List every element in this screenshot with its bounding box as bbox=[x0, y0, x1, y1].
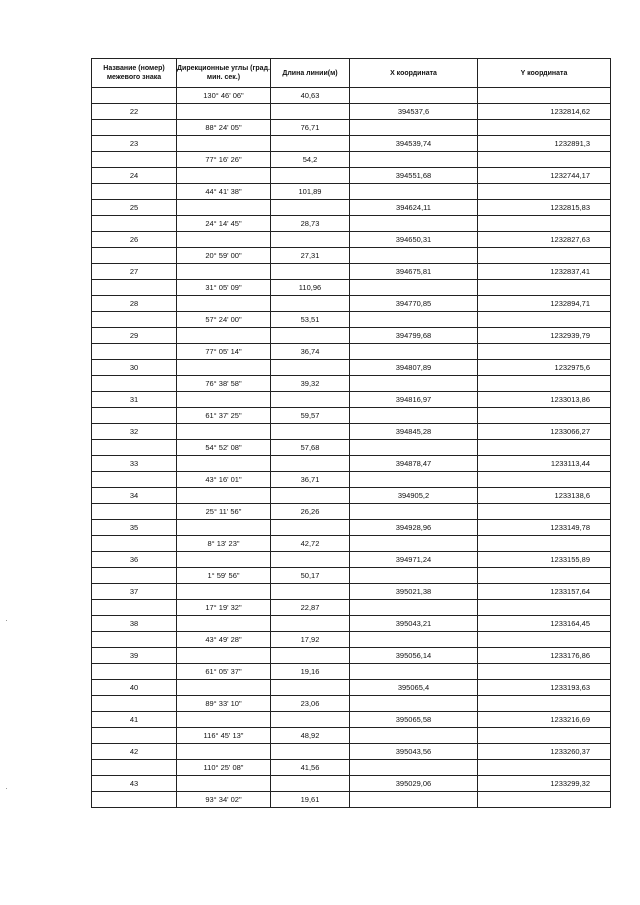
y-coordinate-cell bbox=[478, 728, 611, 744]
y-coordinate-cell: 1233149,78 bbox=[478, 520, 611, 536]
point-name-cell bbox=[92, 312, 177, 328]
point-row bbox=[92, 360, 611, 376]
x-coordinate-cell bbox=[350, 88, 478, 104]
bearing-cell bbox=[177, 584, 271, 600]
point-name-cell: 23 bbox=[92, 136, 177, 152]
bearing-cell bbox=[177, 232, 271, 248]
segment-row bbox=[92, 408, 611, 424]
x-coordinate-cell: 394650,31 bbox=[350, 232, 478, 248]
length-cell bbox=[271, 584, 350, 600]
bearing-cell: 20° 59' 00" bbox=[177, 248, 271, 264]
x-coordinate-cell bbox=[350, 280, 478, 296]
y-coordinate-cell: 1232744,17 bbox=[478, 168, 611, 184]
bearing-cell bbox=[177, 744, 271, 760]
point-name-cell: 41 bbox=[92, 712, 177, 728]
point-row bbox=[92, 392, 611, 408]
coordinates-table bbox=[91, 58, 611, 808]
point-name-cell: 25 bbox=[92, 200, 177, 216]
y-coordinate-cell bbox=[478, 312, 611, 328]
point-name-cell: 40 bbox=[92, 680, 177, 696]
y-coordinate-cell bbox=[478, 504, 611, 520]
length-cell: 57,68 bbox=[271, 440, 350, 456]
length-cell bbox=[271, 456, 350, 472]
segment-row bbox=[92, 568, 611, 584]
point-name-cell: 36 bbox=[92, 552, 177, 568]
bearing-cell: 25° 11' 56" bbox=[177, 504, 271, 520]
x-coordinate-cell: 395065,4 bbox=[350, 680, 478, 696]
y-coordinate-cell bbox=[478, 600, 611, 616]
bearing-cell bbox=[177, 136, 271, 152]
x-coordinate-cell bbox=[350, 728, 478, 744]
segment-row bbox=[92, 696, 611, 712]
point-name-cell bbox=[92, 472, 177, 488]
y-coordinate-cell bbox=[478, 792, 611, 808]
segment-row bbox=[92, 728, 611, 744]
length-cell bbox=[271, 776, 350, 792]
length-cell bbox=[271, 136, 350, 152]
length-cell: 41,56 bbox=[271, 760, 350, 776]
segment-row bbox=[92, 248, 611, 264]
bearing-cell: 110° 25' 08" bbox=[177, 760, 271, 776]
segment-row bbox=[92, 88, 611, 104]
bearing-cell: 8° 13' 23" bbox=[177, 536, 271, 552]
point-name-cell: 22 bbox=[92, 104, 177, 120]
point-name-cell bbox=[92, 696, 177, 712]
y-coordinate-cell bbox=[478, 120, 611, 136]
x-coordinate-cell bbox=[350, 504, 478, 520]
length-cell: 53,51 bbox=[271, 312, 350, 328]
y-coordinate-cell bbox=[478, 568, 611, 584]
y-coordinate-cell bbox=[478, 248, 611, 264]
x-coordinate-cell: 395043,56 bbox=[350, 744, 478, 760]
x-coordinate-cell: 395065,58 bbox=[350, 712, 478, 728]
point-row bbox=[92, 712, 611, 728]
point-row bbox=[92, 744, 611, 760]
point-name-cell bbox=[92, 184, 177, 200]
length-cell: 48,92 bbox=[271, 728, 350, 744]
length-cell bbox=[271, 264, 350, 280]
length-cell: 28,73 bbox=[271, 216, 350, 232]
y-coordinate-cell: 1233164,45 bbox=[478, 616, 611, 632]
point-name-cell bbox=[92, 568, 177, 584]
y-coordinate-cell: 1232827,63 bbox=[478, 232, 611, 248]
point-name-cell bbox=[92, 88, 177, 104]
point-name-cell bbox=[92, 248, 177, 264]
length-cell bbox=[271, 520, 350, 536]
y-coordinate-cell: 1233193,63 bbox=[478, 680, 611, 696]
point-name-cell bbox=[92, 440, 177, 456]
point-row bbox=[92, 424, 611, 440]
segment-row bbox=[92, 504, 611, 520]
x-coordinate-cell bbox=[350, 120, 478, 136]
bearing-cell bbox=[177, 712, 271, 728]
x-coordinate-cell: 394551,68 bbox=[350, 168, 478, 184]
bearing-cell: 61° 05' 37" bbox=[177, 664, 271, 680]
length-cell: 36,74 bbox=[271, 344, 350, 360]
x-coordinate-cell: 394928,96 bbox=[350, 520, 478, 536]
y-coordinate-cell bbox=[478, 440, 611, 456]
bearing-cell: 61° 37' 25" bbox=[177, 408, 271, 424]
header-bearing: Дирекционные углы (град. мин. сек.) bbox=[177, 59, 271, 88]
point-name-cell: 29 bbox=[92, 328, 177, 344]
y-coordinate-cell: 1232939,79 bbox=[478, 328, 611, 344]
x-coordinate-cell: 394539,74 bbox=[350, 136, 478, 152]
segment-row bbox=[92, 184, 611, 200]
header-length: Длина линии(м) bbox=[271, 59, 350, 88]
x-coordinate-cell bbox=[350, 632, 478, 648]
y-coordinate-cell bbox=[478, 472, 611, 488]
y-coordinate-cell bbox=[478, 88, 611, 104]
point-row bbox=[92, 232, 611, 248]
x-coordinate-cell: 394799,68 bbox=[350, 328, 478, 344]
segment-row bbox=[92, 216, 611, 232]
length-cell: 23,06 bbox=[271, 696, 350, 712]
point-row bbox=[92, 296, 611, 312]
bearing-cell bbox=[177, 104, 271, 120]
y-coordinate-cell: 1233157,64 bbox=[478, 584, 611, 600]
x-coordinate-cell bbox=[350, 536, 478, 552]
bearing-cell: 116° 45' 13" bbox=[177, 728, 271, 744]
segment-row bbox=[92, 376, 611, 392]
segment-row bbox=[92, 440, 611, 456]
bearing-cell bbox=[177, 360, 271, 376]
point-name-cell: 43 bbox=[92, 776, 177, 792]
y-coordinate-cell bbox=[478, 696, 611, 712]
point-name-cell bbox=[92, 504, 177, 520]
segment-row bbox=[92, 760, 611, 776]
bearing-cell bbox=[177, 392, 271, 408]
segment-row bbox=[92, 472, 611, 488]
header-point-name: Название (номер) межевого знака bbox=[92, 59, 177, 88]
length-cell: 110,96 bbox=[271, 280, 350, 296]
x-coordinate-cell: 394971,24 bbox=[350, 552, 478, 568]
segment-row bbox=[92, 536, 611, 552]
x-coordinate-cell bbox=[350, 664, 478, 680]
point-name-cell bbox=[92, 344, 177, 360]
length-cell bbox=[271, 328, 350, 344]
x-coordinate-cell: 395056,14 bbox=[350, 648, 478, 664]
x-coordinate-cell: 395043,21 bbox=[350, 616, 478, 632]
y-coordinate-cell: 1233113,44 bbox=[478, 456, 611, 472]
header-x: X координата bbox=[350, 59, 478, 88]
length-cell bbox=[271, 232, 350, 248]
x-coordinate-cell: 394537,6 bbox=[350, 104, 478, 120]
bearing-cell bbox=[177, 456, 271, 472]
bearing-cell bbox=[177, 680, 271, 696]
point-name-cell bbox=[92, 760, 177, 776]
x-coordinate-cell bbox=[350, 440, 478, 456]
point-name-cell: 33 bbox=[92, 456, 177, 472]
y-coordinate-cell bbox=[478, 280, 611, 296]
length-cell: 17,92 bbox=[271, 632, 350, 648]
y-coordinate-cell: 1232891,3 bbox=[478, 136, 611, 152]
x-coordinate-cell bbox=[350, 696, 478, 712]
length-cell bbox=[271, 200, 350, 216]
y-coordinate-cell bbox=[478, 152, 611, 168]
point-name-cell bbox=[92, 632, 177, 648]
bearing-cell: 54° 52' 08" bbox=[177, 440, 271, 456]
length-cell: 42,72 bbox=[271, 536, 350, 552]
bearing-cell: 88° 24' 05" bbox=[177, 120, 271, 136]
y-coordinate-cell bbox=[478, 408, 611, 424]
y-coordinate-cell bbox=[478, 536, 611, 552]
length-cell: 19,16 bbox=[271, 664, 350, 680]
header-y: Y координата bbox=[478, 59, 611, 88]
bearing-cell: 24° 14' 45" bbox=[177, 216, 271, 232]
x-coordinate-cell: 394675,81 bbox=[350, 264, 478, 280]
header-row bbox=[92, 59, 611, 88]
y-coordinate-cell bbox=[478, 376, 611, 392]
bearing-cell bbox=[177, 552, 271, 568]
point-row bbox=[92, 456, 611, 472]
bearing-cell bbox=[177, 296, 271, 312]
point-name-cell bbox=[92, 664, 177, 680]
scan-speck bbox=[6, 620, 7, 621]
segment-row bbox=[92, 792, 611, 808]
length-cell: 50,17 bbox=[271, 568, 350, 584]
segment-row bbox=[92, 664, 611, 680]
x-coordinate-cell bbox=[350, 568, 478, 584]
y-coordinate-cell: 1232894,71 bbox=[478, 296, 611, 312]
bearing-cell bbox=[177, 616, 271, 632]
length-cell: 40,63 bbox=[271, 88, 350, 104]
point-row bbox=[92, 776, 611, 792]
length-cell: 76,71 bbox=[271, 120, 350, 136]
segment-row bbox=[92, 312, 611, 328]
x-coordinate-cell: 395021,38 bbox=[350, 584, 478, 600]
length-cell bbox=[271, 392, 350, 408]
point-name-cell: 38 bbox=[92, 616, 177, 632]
x-coordinate-cell bbox=[350, 472, 478, 488]
bearing-cell: 77° 16' 26" bbox=[177, 152, 271, 168]
point-name-cell: 35 bbox=[92, 520, 177, 536]
segment-row bbox=[92, 120, 611, 136]
length-cell: 101,89 bbox=[271, 184, 350, 200]
length-cell bbox=[271, 296, 350, 312]
bearing-cell bbox=[177, 328, 271, 344]
bearing-cell bbox=[177, 520, 271, 536]
bearing-cell: 89° 33' 10" bbox=[177, 696, 271, 712]
point-name-cell: 28 bbox=[92, 296, 177, 312]
point-row bbox=[92, 552, 611, 568]
point-name-cell: 26 bbox=[92, 232, 177, 248]
bearing-cell: 130° 46' 06" bbox=[177, 88, 271, 104]
length-cell bbox=[271, 488, 350, 504]
bearing-cell bbox=[177, 424, 271, 440]
point-name-cell: 32 bbox=[92, 424, 177, 440]
x-coordinate-cell: 394624,11 bbox=[350, 200, 478, 216]
point-row bbox=[92, 264, 611, 280]
x-coordinate-cell bbox=[350, 152, 478, 168]
segment-row bbox=[92, 344, 611, 360]
x-coordinate-cell: 394845,28 bbox=[350, 424, 478, 440]
point-name-cell: 27 bbox=[92, 264, 177, 280]
point-row bbox=[92, 136, 611, 152]
bearing-cell bbox=[177, 200, 271, 216]
x-coordinate-cell bbox=[350, 344, 478, 360]
point-name-cell bbox=[92, 536, 177, 552]
bearing-cell bbox=[177, 264, 271, 280]
x-coordinate-cell bbox=[350, 184, 478, 200]
point-row bbox=[92, 168, 611, 184]
bearing-cell bbox=[177, 776, 271, 792]
y-coordinate-cell: 1232975,6 bbox=[478, 360, 611, 376]
y-coordinate-cell: 1233066,27 bbox=[478, 424, 611, 440]
bearing-cell: 1° 59' 56" bbox=[177, 568, 271, 584]
point-name-cell bbox=[92, 280, 177, 296]
length-cell: 36,71 bbox=[271, 472, 350, 488]
point-row bbox=[92, 680, 611, 696]
point-name-cell bbox=[92, 120, 177, 136]
length-cell bbox=[271, 168, 350, 184]
y-coordinate-cell: 1233013,86 bbox=[478, 392, 611, 408]
y-coordinate-cell bbox=[478, 632, 611, 648]
length-cell bbox=[271, 744, 350, 760]
y-coordinate-cell bbox=[478, 184, 611, 200]
bearing-cell: 93° 34' 02" bbox=[177, 792, 271, 808]
x-coordinate-cell bbox=[350, 248, 478, 264]
point-name-cell: 31 bbox=[92, 392, 177, 408]
bearing-cell: 43° 49' 28" bbox=[177, 632, 271, 648]
bearing-cell bbox=[177, 488, 271, 504]
point-row bbox=[92, 200, 611, 216]
y-coordinate-cell: 1232814,62 bbox=[478, 104, 611, 120]
point-name-cell: 37 bbox=[92, 584, 177, 600]
y-coordinate-cell: 1232815,83 bbox=[478, 200, 611, 216]
length-cell: 59,57 bbox=[271, 408, 350, 424]
length-cell: 39,32 bbox=[271, 376, 350, 392]
point-name-cell bbox=[92, 600, 177, 616]
x-coordinate-cell bbox=[350, 376, 478, 392]
bearing-cell: 43° 16' 01" bbox=[177, 472, 271, 488]
segment-row bbox=[92, 280, 611, 296]
segment-row bbox=[92, 632, 611, 648]
bearing-cell: 76° 38' 58" bbox=[177, 376, 271, 392]
length-cell: 54,2 bbox=[271, 152, 350, 168]
length-cell bbox=[271, 616, 350, 632]
bearing-cell: 77° 05' 14" bbox=[177, 344, 271, 360]
x-coordinate-cell: 394807,89 bbox=[350, 360, 478, 376]
x-coordinate-cell: 394770,85 bbox=[350, 296, 478, 312]
y-coordinate-cell bbox=[478, 216, 611, 232]
length-cell bbox=[271, 552, 350, 568]
point-name-cell: 42 bbox=[92, 744, 177, 760]
point-name-cell bbox=[92, 792, 177, 808]
y-coordinate-cell: 1233216,69 bbox=[478, 712, 611, 728]
point-name-cell bbox=[92, 376, 177, 392]
x-coordinate-cell: 394878,47 bbox=[350, 456, 478, 472]
x-coordinate-cell bbox=[350, 216, 478, 232]
bearing-cell: 57° 24' 00" bbox=[177, 312, 271, 328]
point-name-cell: 34 bbox=[92, 488, 177, 504]
x-coordinate-cell bbox=[350, 792, 478, 808]
y-coordinate-cell: 1233260,37 bbox=[478, 744, 611, 760]
point-name-cell bbox=[92, 216, 177, 232]
length-cell bbox=[271, 424, 350, 440]
point-row bbox=[92, 328, 611, 344]
length-cell bbox=[271, 104, 350, 120]
length-cell bbox=[271, 360, 350, 376]
x-coordinate-cell bbox=[350, 408, 478, 424]
point-name-cell: 30 bbox=[92, 360, 177, 376]
y-coordinate-cell bbox=[478, 664, 611, 680]
y-coordinate-cell: 1233138,6 bbox=[478, 488, 611, 504]
point-row bbox=[92, 648, 611, 664]
x-coordinate-cell: 394905,2 bbox=[350, 488, 478, 504]
point-row bbox=[92, 488, 611, 504]
length-cell: 22,87 bbox=[271, 600, 350, 616]
length-cell bbox=[271, 648, 350, 664]
segment-row bbox=[92, 152, 611, 168]
point-name-cell bbox=[92, 152, 177, 168]
y-coordinate-cell bbox=[478, 344, 611, 360]
y-coordinate-cell: 1232837,41 bbox=[478, 264, 611, 280]
point-name-cell bbox=[92, 408, 177, 424]
length-cell: 27,31 bbox=[271, 248, 350, 264]
y-coordinate-cell: 1233155,89 bbox=[478, 552, 611, 568]
y-coordinate-cell: 1233176,86 bbox=[478, 648, 611, 664]
x-coordinate-cell: 394816,97 bbox=[350, 392, 478, 408]
length-cell: 26,26 bbox=[271, 504, 350, 520]
x-coordinate-cell bbox=[350, 312, 478, 328]
y-coordinate-cell: 1233299,32 bbox=[478, 776, 611, 792]
point-row bbox=[92, 520, 611, 536]
point-row bbox=[92, 104, 611, 120]
bearing-cell: 31° 05' 09" bbox=[177, 280, 271, 296]
bearing-cell bbox=[177, 648, 271, 664]
point-row bbox=[92, 616, 611, 632]
point-name-cell: 39 bbox=[92, 648, 177, 664]
x-coordinate-cell bbox=[350, 760, 478, 776]
bearing-cell bbox=[177, 168, 271, 184]
point-row bbox=[92, 584, 611, 600]
segment-row bbox=[92, 600, 611, 616]
point-name-cell: 24 bbox=[92, 168, 177, 184]
y-coordinate-cell bbox=[478, 760, 611, 776]
bearing-cell: 17° 19' 32" bbox=[177, 600, 271, 616]
length-cell bbox=[271, 680, 350, 696]
length-cell bbox=[271, 712, 350, 728]
x-coordinate-cell: 395029,06 bbox=[350, 776, 478, 792]
point-name-cell bbox=[92, 728, 177, 744]
x-coordinate-cell bbox=[350, 600, 478, 616]
bearing-cell: 44° 41' 38" bbox=[177, 184, 271, 200]
length-cell: 19,61 bbox=[271, 792, 350, 808]
scan-speck bbox=[6, 788, 7, 789]
